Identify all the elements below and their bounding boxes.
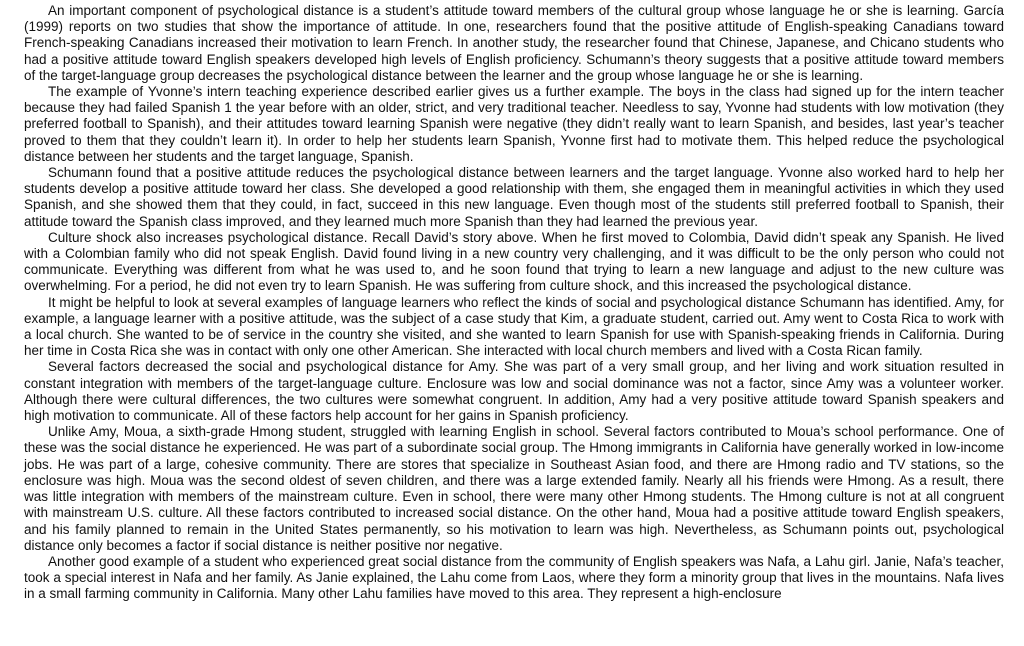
document-page [24, 3, 1004, 603]
paragraph-attitude: An important component of psychological distance is a student’s attitude toward members of the cultural group whose language he or she is learning. García (1999) reports on two studies that show the importance of attitude. In one, researchers found that the positive attitude of English-speaking Canadians toward French-speaking Canadians increased their motivation to learn French. In another study, the researcher found that Chinese, Japanese, and Chicano students who had a positive attitude toward English speakers developed high levels of English proficiency. Schumann’s theory suggests that a positive attitude toward members of the target-language group decreases the psychological distance between the learner and the group whose language he or she is learning. [24, 3, 1004, 83]
paragraph-yvonne-example: The example of Yvonne’s intern teaching experience described earlier gives us a further example. The boys in the class had signed up for the intern teacher because they had failed Spanish 1 the year before with an older, strict, and very traditional teacher. Needless to say, Yvonne had students with low motivation (they preferred football to Spanish), and their attitudes toward learning Spanish were negative (they didn’t really want to learn Spanish, and besides, last year’s teacher proved to them that they couldn’t learn it). In order to help her students learn Spanish, Yvonne first had to motivate them. This helped reduce the psychological distance between her students and the target language, Spanish. [24, 84, 1004, 164]
paragraph-amy-factors: Several factors decreased the social and psychological distance for Amy. She was part of a very small group, and her living and work situation resulted in constant integration with members of the target-language culture. Enclosure was low and social dominance was not a factor, since Amy was a volunteer worker. Although there were cultural differences, the two cultures were somewhat congruent. In addition, Amy had a very positive attitude toward Spanish speakers and high motivation to communicate. All of these factors help account for her gains in Spanish proficiency. [24, 359, 1004, 424]
paragraph-schumann-attitude: Schumann found that a positive attitude reduces the psychological distance between learners and the target language. Yvonne also worked hard to help her students develop a positive attitude toward her class. She developed a good relationship with them, she engaged them in meaningful activities in which they used Spanish, and she showed them that they could, in fact, succeed in this new language. Even though most of the students still preferred football to Spanish, their attitude toward the Spanish class improved, and they learned much more Spanish than they had learned the previous year. [24, 165, 1004, 229]
paragraph-amy-case-study: It might be helpful to look at several examples of language learners who reflect the kinds of social and psychological distance Schumann has identified. Amy, for example, a language learner with a positive attitude, was the subject of a case study that Kim, a graduate student, carried out. Amy went to Costa Rica to work with a local church. She wanted to be of service in the country she visited, and she wanted to learn Spanish for use with Spanish-speaking friends in California. During her time in Costa Rica she was in contact with only one other American. She interacted with local church members and lived with a Costa Rican family. [24, 294, 1004, 359]
paragraph-culture-shock: Culture shock also increases psychological distance. Recall David’s story above. When he first moved to Colombia, David didn’t speak any Spanish. He lived with a Colombian family who did not speak English. David found living in a new country very challenging, and it was difficult to be the only person who could not communicate. Everything was different from what he was used to, and he soon found that trying to learn a new language and adjust to the new culture was overwhelming. For a period, he did not even try to learn Spanish. He was suffering from culture shock, and this increased the psychological distance. [24, 229, 1004, 294]
paragraph-nafa: Another good example of a student who experienced great social distance from the community of English speakers was Nafa, a Lahu girl. Janie, Nafa’s teacher, took a special interest in Nafa and her family. As Janie explained, the Lahu come from Laos, where they form a minority group that lives in the mountains. Nafa lives in a small farming community in California. Many other Lahu families have moved to this area. They represent a high-enclosure [24, 553, 1004, 602]
paragraph-moua: Unlike Amy, Moua, a sixth-grade Hmong student, struggled with learning English in school. Several factors contributed to Moua’s school performance. One of these was the social distance he experienced. He was part of a subordinate social group. The Hmong immigrants in California have generally worked in low-income jobs. He was part of a large, cohesive community. There are stores that specialize in Southeast Asian food, and there are Hmong radio and TV stations, so the enclosure was high. Moua was the second oldest of seven children, and there was a large extended family. Nearly all his friends were Hmong. As a result, there was little integration with members of the mainstream culture. Even in school, there were many other Hmong students. The Hmong culture is not at all congruent with mainstream U.S. culture. All these factors contributed to increased social distance. On the other hand, Moua had a positive attitude toward English speakers, and his family planned to remain in the United States permanently, so his motivation to learn was high. Nevertheless, as Schumann points out, psychological distance only becomes a factor if social distance is neither positive nor negative. [24, 424, 1004, 553]
